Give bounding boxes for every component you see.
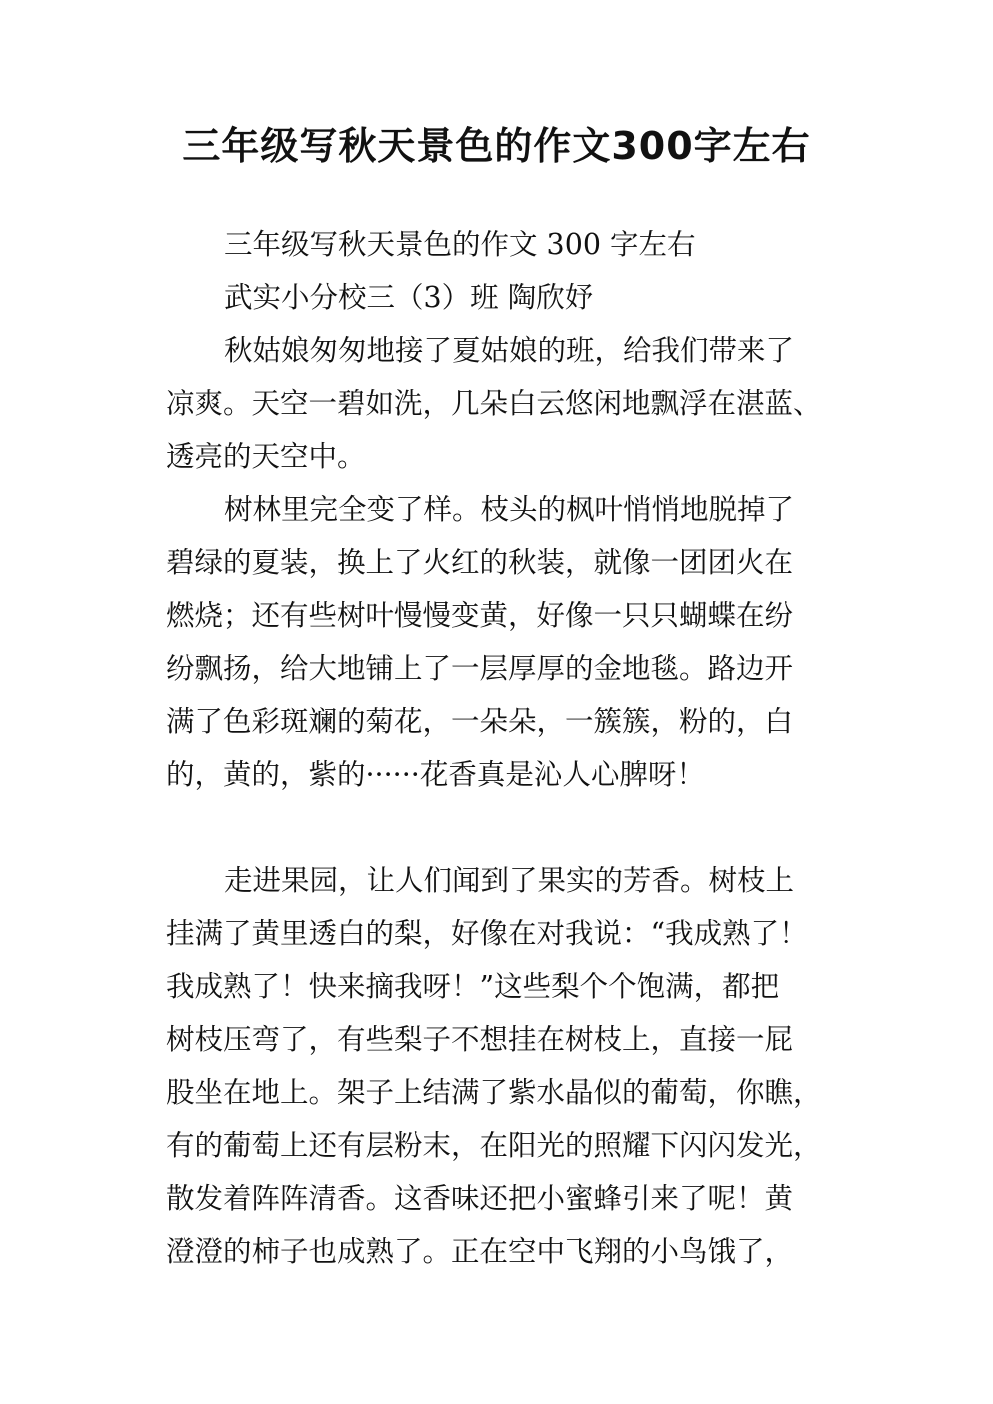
- document-body: [166, 218, 846, 1278]
- paragraph-line: 我成熟了！快来摘我呀！”这些梨个个饱满，都把: [166, 970, 780, 1003]
- paragraph-line: 散发着阵阵清香。这香味还把小蜜蜂引来了呢！黄: [166, 1182, 794, 1215]
- paragraph-line: 秋姑娘匆匆地接了夏姑娘的班，给我们带来了: [224, 334, 795, 367]
- paragraph-3: [166, 854, 846, 1278]
- paragraph-line: 燃烧；还有些树叶慢慢变黄，好像一只只蝴蝶在纷: [166, 599, 794, 632]
- paragraph-line: 挂满了黄里透白的梨，好像在对我说：“我成熟了！: [166, 917, 808, 950]
- paragraph-line: 凉爽。天空一碧如洗，几朵白云悠闲地飘浮在湛蓝、: [166, 387, 822, 420]
- paragraph-line: 树林里完全变了样。枝头的枫叶悄悄地脱掉了: [224, 493, 795, 526]
- paragraph-line: 树枝压弯了，有些梨子不想挂在树枝上，直接一屁: [166, 1023, 794, 1056]
- paragraph-line: 透亮的天空中。: [166, 440, 366, 473]
- paragraph-line: 纷飘扬，给大地铺上了一层厚厚的金地毯。路边开: [166, 652, 794, 685]
- author-line: 武实小分校三（3）班 陶欣妤: [224, 281, 594, 314]
- paragraph-line: 有的葡萄上还有层粉末，在阳光的照耀下闪闪发光，: [166, 1129, 822, 1162]
- paragraph-line: 碧绿的夏装，换上了火红的秋装，就像一团团火在: [166, 546, 794, 579]
- paragraph-spacer: [166, 801, 846, 854]
- paragraph-line: 满了色彩斑斓的菊花，一朵朵，一簇簇，粉的，白: [166, 705, 794, 738]
- paragraph-2: [166, 483, 846, 801]
- document-title: 三年级写秋天景色的作文300字左右: [182, 124, 811, 168]
- paragraph-line: 走进果园，让人们闻到了果实的芳香。树枝上: [224, 864, 795, 897]
- heading-line: 三年级写秋天景色的作文 300 字左右: [224, 228, 696, 261]
- paragraph-line: 澄澄的柿子也成熟了。正在空中飞翔的小鸟饿了，: [166, 1235, 794, 1268]
- paragraph-line: 的，黄的，紫的······花香真是沁人心脾呀！: [166, 758, 705, 791]
- paragraph-1: [166, 324, 846, 483]
- paragraph-line: 股坐在地上。架子上结满了紫水晶似的葡萄，你瞧，: [166, 1076, 822, 1109]
